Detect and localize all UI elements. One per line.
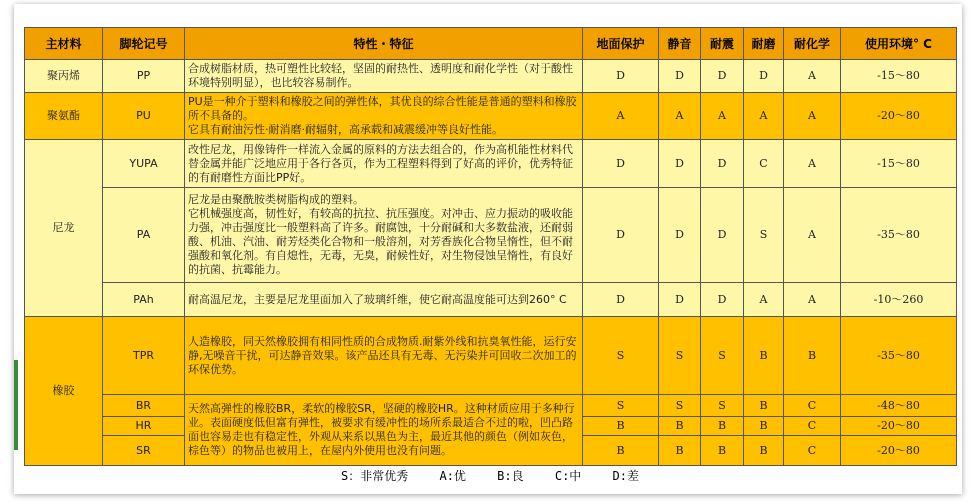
quiet-cell[interactable]: D <box>659 283 701 317</box>
table-row-pa <box>25 188 957 283</box>
description-cell[interactable]: 人造橡胶，同天然橡胶拥有相同性质的合成物质.耐紫外线和抗臭氧性能，运行安静,无噪音干扰，可达静音效果。该产品还具有无毒、无污染并可回收二次加工的环保优势。 <box>185 317 583 395</box>
quiet-cell[interactable]: D <box>659 60 701 93</box>
quiet-cell[interactable]: D <box>659 140 701 188</box>
wear-cell[interactable]: B <box>744 436 784 466</box>
chem-cell[interactable]: C <box>784 436 841 466</box>
table-row-pu <box>25 93 957 140</box>
floor-cell[interactable]: B <box>583 417 659 436</box>
shock-cell[interactable]: D <box>701 188 744 283</box>
legend-s: S：非常优秀 <box>341 469 409 483</box>
floor-cell[interactable]: D <box>583 60 659 93</box>
chem-cell[interactable]: B <box>784 317 841 395</box>
chem-cell[interactable]: A <box>784 188 841 283</box>
shock-cell[interactable]: B <box>701 417 744 436</box>
temp-cell[interactable]: -20～80 <box>841 436 957 466</box>
description-cell[interactable]: 天然高弹性的橡胶BR，柔软的橡胶SR，坚硬的橡胶HR。这种材质应用于多种行业。表面硬度低但富有弹性，被要求有缓冲性的场所系最适合不过的啦，凹凸路面也容易走也有稳定性，外观从来系以黑色为主，最近其他的颜色（例如灰色，棕色等）的物品也被用上，在屋内外使用也没有问题。 <box>185 395 583 466</box>
chem-cell[interactable]: C <box>784 417 841 436</box>
header-features: 特性・特征 <box>185 28 583 60</box>
material-cell[interactable]: 橡胶 <box>25 317 103 466</box>
temp-cell[interactable]: -20～80 <box>841 93 957 140</box>
code-cell[interactable]: SR <box>103 436 185 466</box>
chem-cell[interactable]: A <box>784 93 841 140</box>
caster-material-table <box>24 27 957 466</box>
header-temp: 使用环境° C <box>841 28 957 60</box>
legend-b: B:良 <box>497 469 524 483</box>
desc-text: PU是一种介于塑料和橡胶之间的弹性体，其优良的综合性能是普通的塑料和橡胶所不具备的。 它具有耐油污性·耐消磨·耐辐射，高承载和减震缓冲等良好性能。 <box>188 95 577 136</box>
header-chem: 耐化学 <box>784 28 841 60</box>
code-cell[interactable]: PAh <box>103 283 185 317</box>
table-row-br <box>25 395 957 417</box>
floor-cell[interactable]: S <box>583 395 659 417</box>
desc-text: 尼龙是由聚酰胺类树脂构成的塑料。 它机械强度高，韧性好，有较高的抗拉、抗压强度。对冲击、应力振动的吸收能力强，冲击强度比一般塑料高了许多。耐腐蚀，十分耐碱和大多数盐液，还耐弱酸、机油、汽油、耐芳烃类化合物和一般溶剂，对芳香族化合物呈惰性，但不耐强酸和氧化剂。有自熄性，无毒，无臭，耐候性好，对生物侵蚀呈惰性，有良好的抗菌、抗霉能力。 <box>188 193 573 276</box>
header-row <box>25 28 957 60</box>
quiet-cell[interactable]: B <box>659 436 701 466</box>
quiet-cell[interactable]: A <box>659 93 701 140</box>
temp-cell[interactable]: -35～80 <box>841 317 957 395</box>
material-cell[interactable]: 尼龙 <box>25 140 103 317</box>
row-selection-marker <box>14 360 18 450</box>
wear-cell[interactable]: B <box>744 395 784 417</box>
shock-cell[interactable]: S <box>701 395 744 417</box>
material-cell[interactable]: 聚丙烯 <box>25 60 103 93</box>
legend-c: C:中 <box>554 469 582 483</box>
table-row-yupa <box>25 140 957 188</box>
code-cell[interactable]: PP <box>103 60 185 93</box>
temp-cell[interactable]: -20～80 <box>841 417 957 436</box>
description-cell[interactable] <box>185 93 583 140</box>
legend-d: D:差 <box>612 469 639 483</box>
code-cell[interactable]: TPR <box>103 317 185 395</box>
code-cell[interactable]: BR <box>103 395 185 417</box>
floor-cell[interactable]: D <box>583 140 659 188</box>
temp-cell[interactable]: -35～80 <box>841 188 957 283</box>
quiet-cell[interactable]: S <box>659 395 701 417</box>
floor-cell[interactable]: D <box>583 188 659 283</box>
floor-cell[interactable]: D <box>583 283 659 317</box>
header-code: 脚轮记号 <box>103 28 185 60</box>
code-cell[interactable]: PA <box>103 188 185 283</box>
wear-cell[interactable]: B <box>744 417 784 436</box>
shock-cell[interactable]: B <box>701 436 744 466</box>
chem-cell[interactable]: A <box>784 60 841 93</box>
wear-cell[interactable]: B <box>744 317 784 395</box>
description-cell[interactable]: 耐高温尼龙，主要是尼龙里面加入了玻璃纤维，使它耐高温度能可达到260° C <box>185 283 583 317</box>
floor-cell[interactable]: A <box>583 93 659 140</box>
rating-legend <box>24 467 956 484</box>
description-cell[interactable]: 改性尼龙，用像铸件一样流入金属的原料的方法去组合的，作为高机能性材料代替金属并能广泛地应用于各行各页，作为工程塑料得到了好高的评价，优秀特征的有耐磨性方面比PP好。 <box>185 140 583 188</box>
wear-cell[interactable]: C <box>744 140 784 188</box>
quiet-cell[interactable]: B <box>659 417 701 436</box>
material-cell[interactable]: 聚氨酯 <box>25 93 103 140</box>
quiet-cell[interactable]: D <box>659 188 701 283</box>
shock-cell[interactable]: D <box>701 140 744 188</box>
header-floor: 地面保护 <box>583 28 659 60</box>
table-row-pah <box>25 283 957 317</box>
table-row-tpr <box>25 317 957 395</box>
temp-cell[interactable]: -10～260 <box>841 283 957 317</box>
shock-cell[interactable]: A <box>701 93 744 140</box>
chem-cell[interactable]: A <box>784 140 841 188</box>
description-cell[interactable] <box>185 188 583 283</box>
floor-cell[interactable]: B <box>583 436 659 466</box>
header-wear: 耐磨 <box>744 28 784 60</box>
chem-cell[interactable]: C <box>784 395 841 417</box>
header-quiet: 静音 <box>659 28 701 60</box>
code-cell[interactable]: PU <box>103 93 185 140</box>
shock-cell[interactable]: D <box>701 60 744 93</box>
temp-cell[interactable]: -48～80 <box>841 395 957 417</box>
code-cell[interactable]: HR <box>103 417 185 436</box>
quiet-cell[interactable]: S <box>659 317 701 395</box>
header-material: 主材料 <box>25 28 103 60</box>
wear-cell[interactable]: S <box>744 188 784 283</box>
floor-cell[interactable]: S <box>583 317 659 395</box>
code-cell[interactable]: YUPA <box>103 140 185 188</box>
header-shock: 耐震 <box>701 28 744 60</box>
temp-cell[interactable]: -15～80 <box>841 140 957 188</box>
wear-cell[interactable]: A <box>744 93 784 140</box>
chem-cell[interactable]: A <box>784 283 841 317</box>
shock-cell[interactable]: D <box>701 283 744 317</box>
temp-cell[interactable]: -15～80 <box>841 60 957 93</box>
wear-cell[interactable]: A <box>744 283 784 317</box>
legend-a: A:优 <box>439 469 466 483</box>
table-row-pp <box>25 60 957 93</box>
wear-cell[interactable]: D <box>744 60 784 93</box>
shock-cell[interactable]: S <box>701 317 744 395</box>
description-cell[interactable]: 合成树脂材质，热可塑性比较轻，坚固的耐热性、透明度和耐化学性（对于酸性环境特别明显），也比较容易制作。 <box>185 60 583 93</box>
